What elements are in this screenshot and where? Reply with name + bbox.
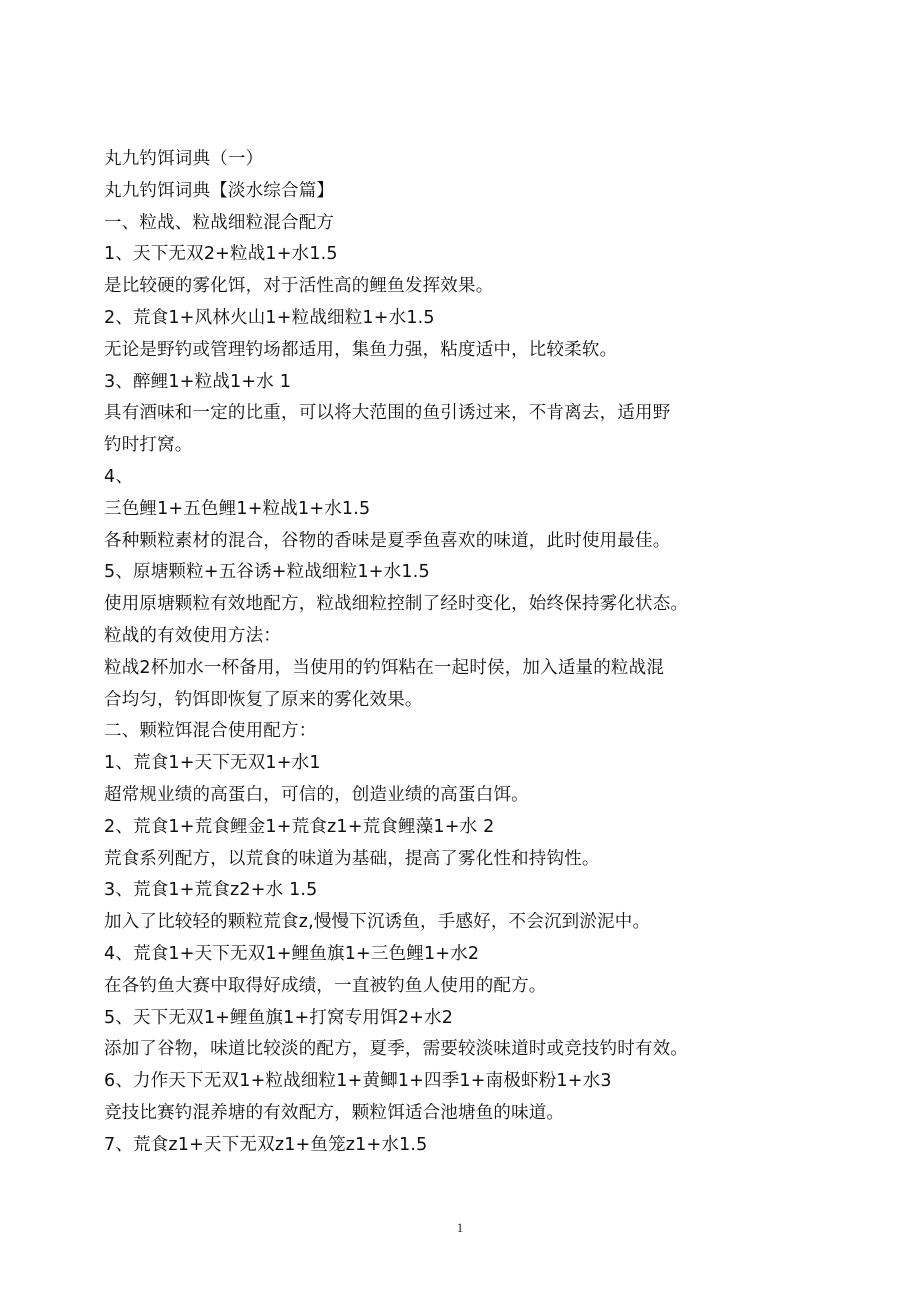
recipe-description: 具有酒味和一定的比重，可以将大范围的鱼引诱过来，不肯离去，适用野 xyxy=(104,403,671,424)
recipe-description: 竞技比赛钓混养塘的有效配方，颗粒饵适合池塘鱼的味道。 xyxy=(104,1102,565,1123)
recipe-line: 4、荒食1+天下无双1+鲤鱼旗1+三色鲤1+水2 xyxy=(104,943,480,964)
recipe-description: 添加了谷物，味道比较淡的配方，夏季，需要较淡味道时或竞技钓时有效。 xyxy=(104,1039,689,1060)
recipe-line: 三色鲤1+五色鲤1+粒战1+水1.5 xyxy=(104,498,371,519)
recipe-line: 2、荒食1+荒食鲤金1+荒食z1+荒食鲤藻1+水 2 xyxy=(104,816,495,837)
recipe-line: 3、醉鲤1+粒战1+水 1 xyxy=(104,371,292,392)
recipe-description: 超常规业绩的高蛋白，可信的，创造业绩的高蛋白饵。 xyxy=(104,784,529,805)
page-number: 1 xyxy=(456,1220,464,1235)
usage-description: 粒战2杯加水一杯备用，当使用的钓饵粘在一起时侯，加入适量的粒战混 xyxy=(104,657,665,678)
recipe-line: 1、天下无双2+粒战1+水1.5 xyxy=(104,244,338,265)
section-heading-1: 一、粒战、粒战细粒混合配方 xyxy=(104,212,335,233)
recipe-description: 荒食系列配方，以荒食的味道为基础，提高了雾化性和持钩性。 xyxy=(104,848,600,869)
recipe-description: 在各钓鱼大赛中取得好成绩，一直被钓鱼人使用的配方。 xyxy=(104,975,547,996)
recipe-line: 2、荒食1+风林火山1+粒战细粒1+水1.5 xyxy=(104,307,435,328)
recipe-line: 4、 xyxy=(104,466,134,487)
recipe-line: 5、原塘颗粒+五谷诱+粒战细粒1+水1.5 xyxy=(104,562,430,583)
usage-description: 合均匀，钓饵即恢复了原来的雾化效果。 xyxy=(104,689,423,710)
recipe-line: 7、荒食z1+天下无双z1+鱼笼z1+水1.5 xyxy=(104,1134,428,1155)
recipe-line: 5、天下无双1+鲤鱼旗1+打窝专用饵2+水2 xyxy=(104,1007,454,1028)
section-heading-2: 二、颗粒饵混合使用配方： xyxy=(104,721,317,742)
recipe-description: 各种颗粒素材的混合，谷物的香味是夏季鱼喜欢的味道，此时使用最佳。 xyxy=(104,530,671,551)
document-body xyxy=(104,144,804,1162)
recipe-description: 无论是野钓或管理钓场都适用，集鱼力强，粘度适中，比较柔软。 xyxy=(104,339,618,360)
recipe-description: 是比较硬的雾化饵，对于活性高的鲤鱼发挥效果。 xyxy=(104,276,494,297)
recipe-line: 3、荒食1+荒食z2+水 1.5 xyxy=(104,880,318,901)
document-title: 丸九钓饵词典（一） xyxy=(104,149,264,169)
recipe-description: 钓时打窝。 xyxy=(104,435,193,456)
usage-heading: 粒战的有效使用方法： xyxy=(104,625,281,646)
recipe-line: 1、荒食1+天下无双1+水1 xyxy=(104,753,321,774)
document-subtitle: 丸九钓饵词典【淡水综合篇】 xyxy=(104,180,335,201)
recipe-description: 使用原塘颗粒有效地配方，粒战细粒控制了经时变化，始终保持雾化状态。 xyxy=(104,594,689,615)
recipe-line: 6、力作天下无双1+粒战细粒1+黄鲫1+四季1+南极虾粉1+水3 xyxy=(104,1071,612,1092)
recipe-description: 加入了比较轻的颗粒荒食z,慢慢下沉诱鱼，手感好，不会沉到淤泥中。 xyxy=(104,912,651,933)
